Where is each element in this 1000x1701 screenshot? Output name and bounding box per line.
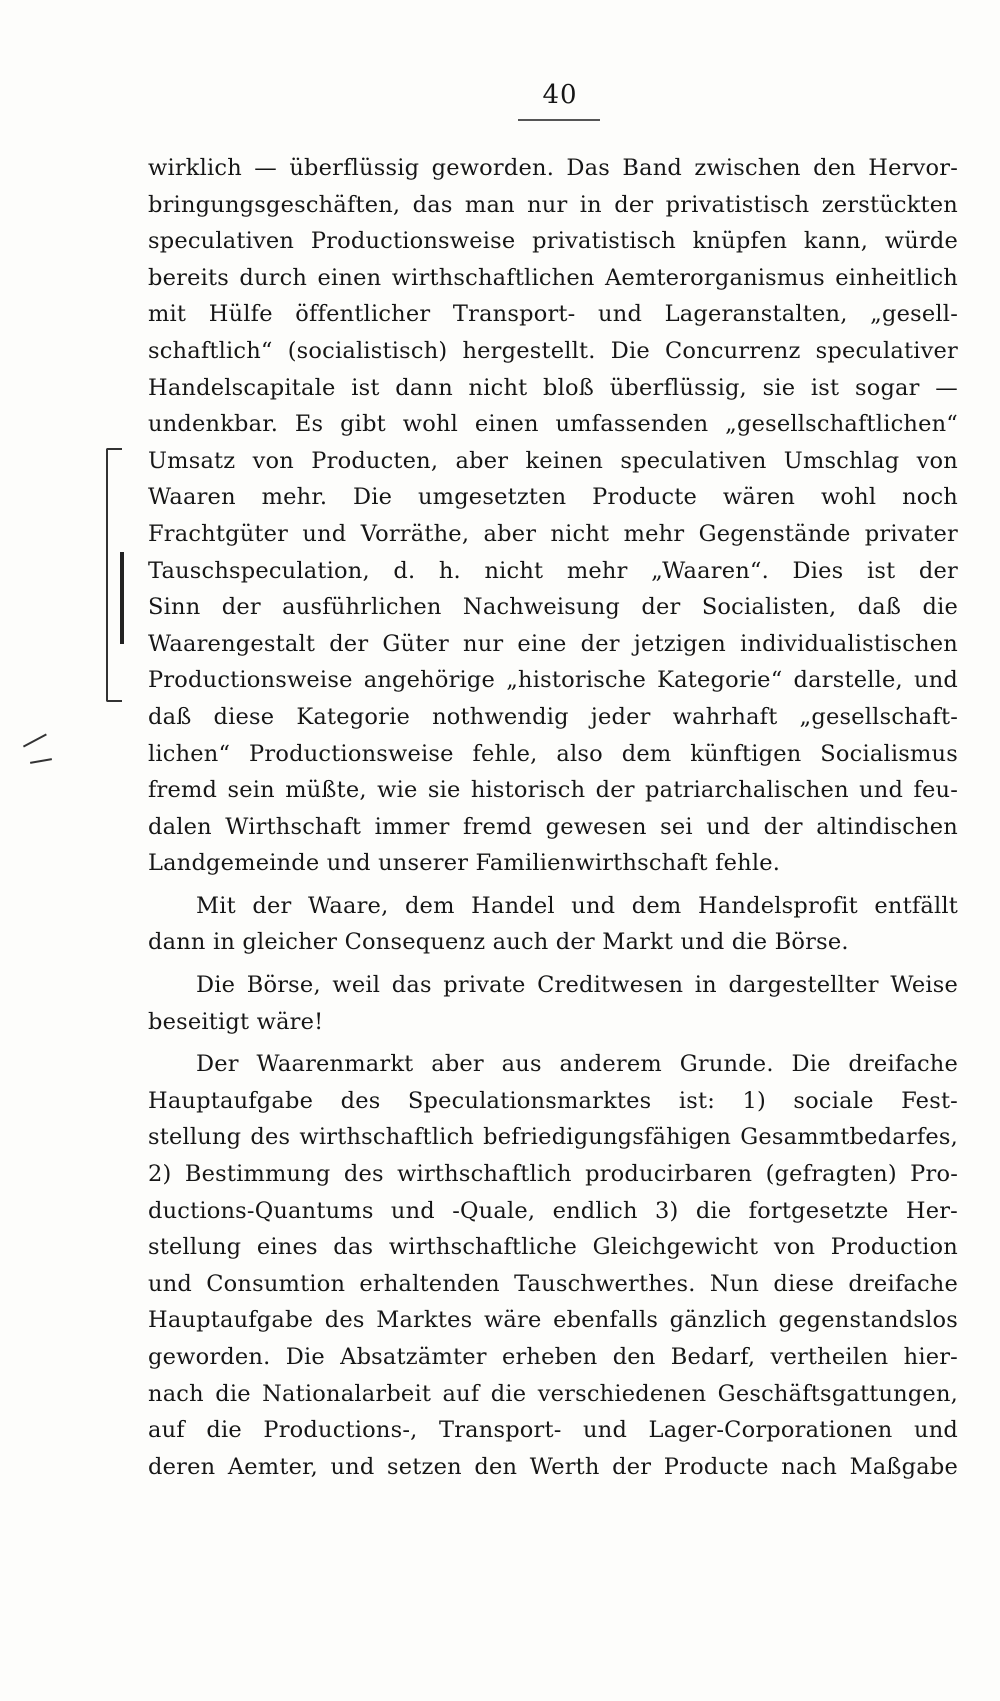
- text-line: Tauschspeculation, d. h. nicht mehr „Waaren“. Dies ist der: [148, 557, 958, 584]
- text-line: lichen“ Productionsweise fehle, also dem künftigen Socialismus: [148, 740, 958, 767]
- text-line: dann in gleicher Consequenz auch der Markt und die Börse.: [148, 929, 849, 956]
- text-line: fremd sein müßte, wie sie historisch der patriarchalischen und feu-: [148, 777, 958, 804]
- body-text: [148, 150, 958, 1485]
- text-line: Waarengestalt der Güter nur eine der jetzigen individualistischen: [148, 630, 958, 657]
- text-line: Die Börse, weil das private Creditwesen in dargestellter Weise: [196, 972, 958, 999]
- text-line: stellung des wirthschaftlich befriedigungsfähigen Gesammtbedarfes,: [148, 1124, 958, 1151]
- page-number-rule: [518, 119, 600, 121]
- text-line: Frachtgüter und Vorräthe, aber nicht mehr Gegenstände privater: [148, 520, 958, 547]
- text-line: schaftlich“ (socialistisch) hergestellt. Die Concurrenz speculativer: [148, 337, 958, 364]
- text-line: wirklich — überflüssig geworden. Das Band zwischen den Hervor-: [148, 155, 958, 181]
- text-line: stellung eines das wirthschaftliche Gleichgewicht von Production: [148, 1234, 958, 1261]
- text-line: Hauptaufgabe des Marktes wäre ebenfalls gänzlich gegenstandslos: [148, 1307, 958, 1334]
- page-number: 40: [542, 80, 578, 110]
- text-line: Umsatz von Producten, aber keinen speculativen Umschlag von: [148, 447, 958, 474]
- text-line: 2) Bestimmung des wirthschaftlich producirbaren (gefragten) Pro-: [148, 1161, 958, 1188]
- text-line: bringungsgeschäften, das man nur in der privatistisch zerstückten: [148, 191, 958, 218]
- text-line: beseitigt wäre!: [148, 1008, 324, 1035]
- text-line: ductions-Quantums und -Quale, endlich 3) die fortgesetzte Her-: [148, 1197, 958, 1224]
- text-line: Productionsweise angehörige „historische Kategorie“ darstelle, und: [148, 667, 958, 694]
- text-line: undenkbar. Es gibt wohl einen umfassenden „gesellschaftlichen“: [148, 411, 958, 438]
- text-line: Hauptaufgabe des Speculationsmarktes ist: 1) sociale Fest-: [148, 1087, 958, 1114]
- text-line: dalen Wirthschaft immer fremd gewesen sei und der altindischen: [148, 813, 958, 840]
- text-line: und Consumtion erhaltenden Tauschwerthes. Nun diese dreifache: [148, 1270, 958, 1297]
- text-line: Der Waarenmarkt aber aus anderem Grunde. Die dreifache: [196, 1051, 958, 1078]
- text-line: bereits durch einen wirthschaftlichen Aemterorganismus einheitlich: [148, 264, 958, 291]
- text-line: daß diese Kategorie nothwendig jeder wahrhaft „gesellschaft-: [148, 703, 958, 730]
- text-line: speculativen Productionsweise privatistisch knüpfen kann, würde: [148, 228, 958, 255]
- text-line: nach die Nationalarbeit auf die verschiedenen Geschäftsgattungen,: [148, 1380, 958, 1407]
- text-line: mit Hülfe öffentlicher Transport- und Lageranstalten, „gesell-: [148, 301, 958, 328]
- margin-tick-mark: [23, 734, 59, 771]
- text-line: geworden. Die Absatzämter erheben den Bedarf, vertheilen hier-: [148, 1344, 958, 1370]
- margin-bar-mark: [120, 552, 124, 644]
- text-line: deren Aemter, und setzen den Werth der Producte nach Maßgabe: [148, 1453, 958, 1480]
- text-line: auf die Productions-, Transport- und Lager-Corporationen und: [148, 1417, 958, 1444]
- text-line: Sinn der ausführlichen Nachweisung der Socialisten, daß die: [148, 594, 958, 621]
- text-line: Waaren mehr. Die umgesetzten Producte wären wohl noch: [148, 484, 958, 511]
- text-line: Landgemeinde und unserer Familienwirthschaft fehle.: [148, 850, 781, 877]
- text-line: Mit der Waare, dem Handel und dem Handelsprofit entfällt: [196, 892, 958, 919]
- text-line: Handelscapitale ist dann nicht bloß überflüssig, sie ist sogar —: [148, 374, 958, 401]
